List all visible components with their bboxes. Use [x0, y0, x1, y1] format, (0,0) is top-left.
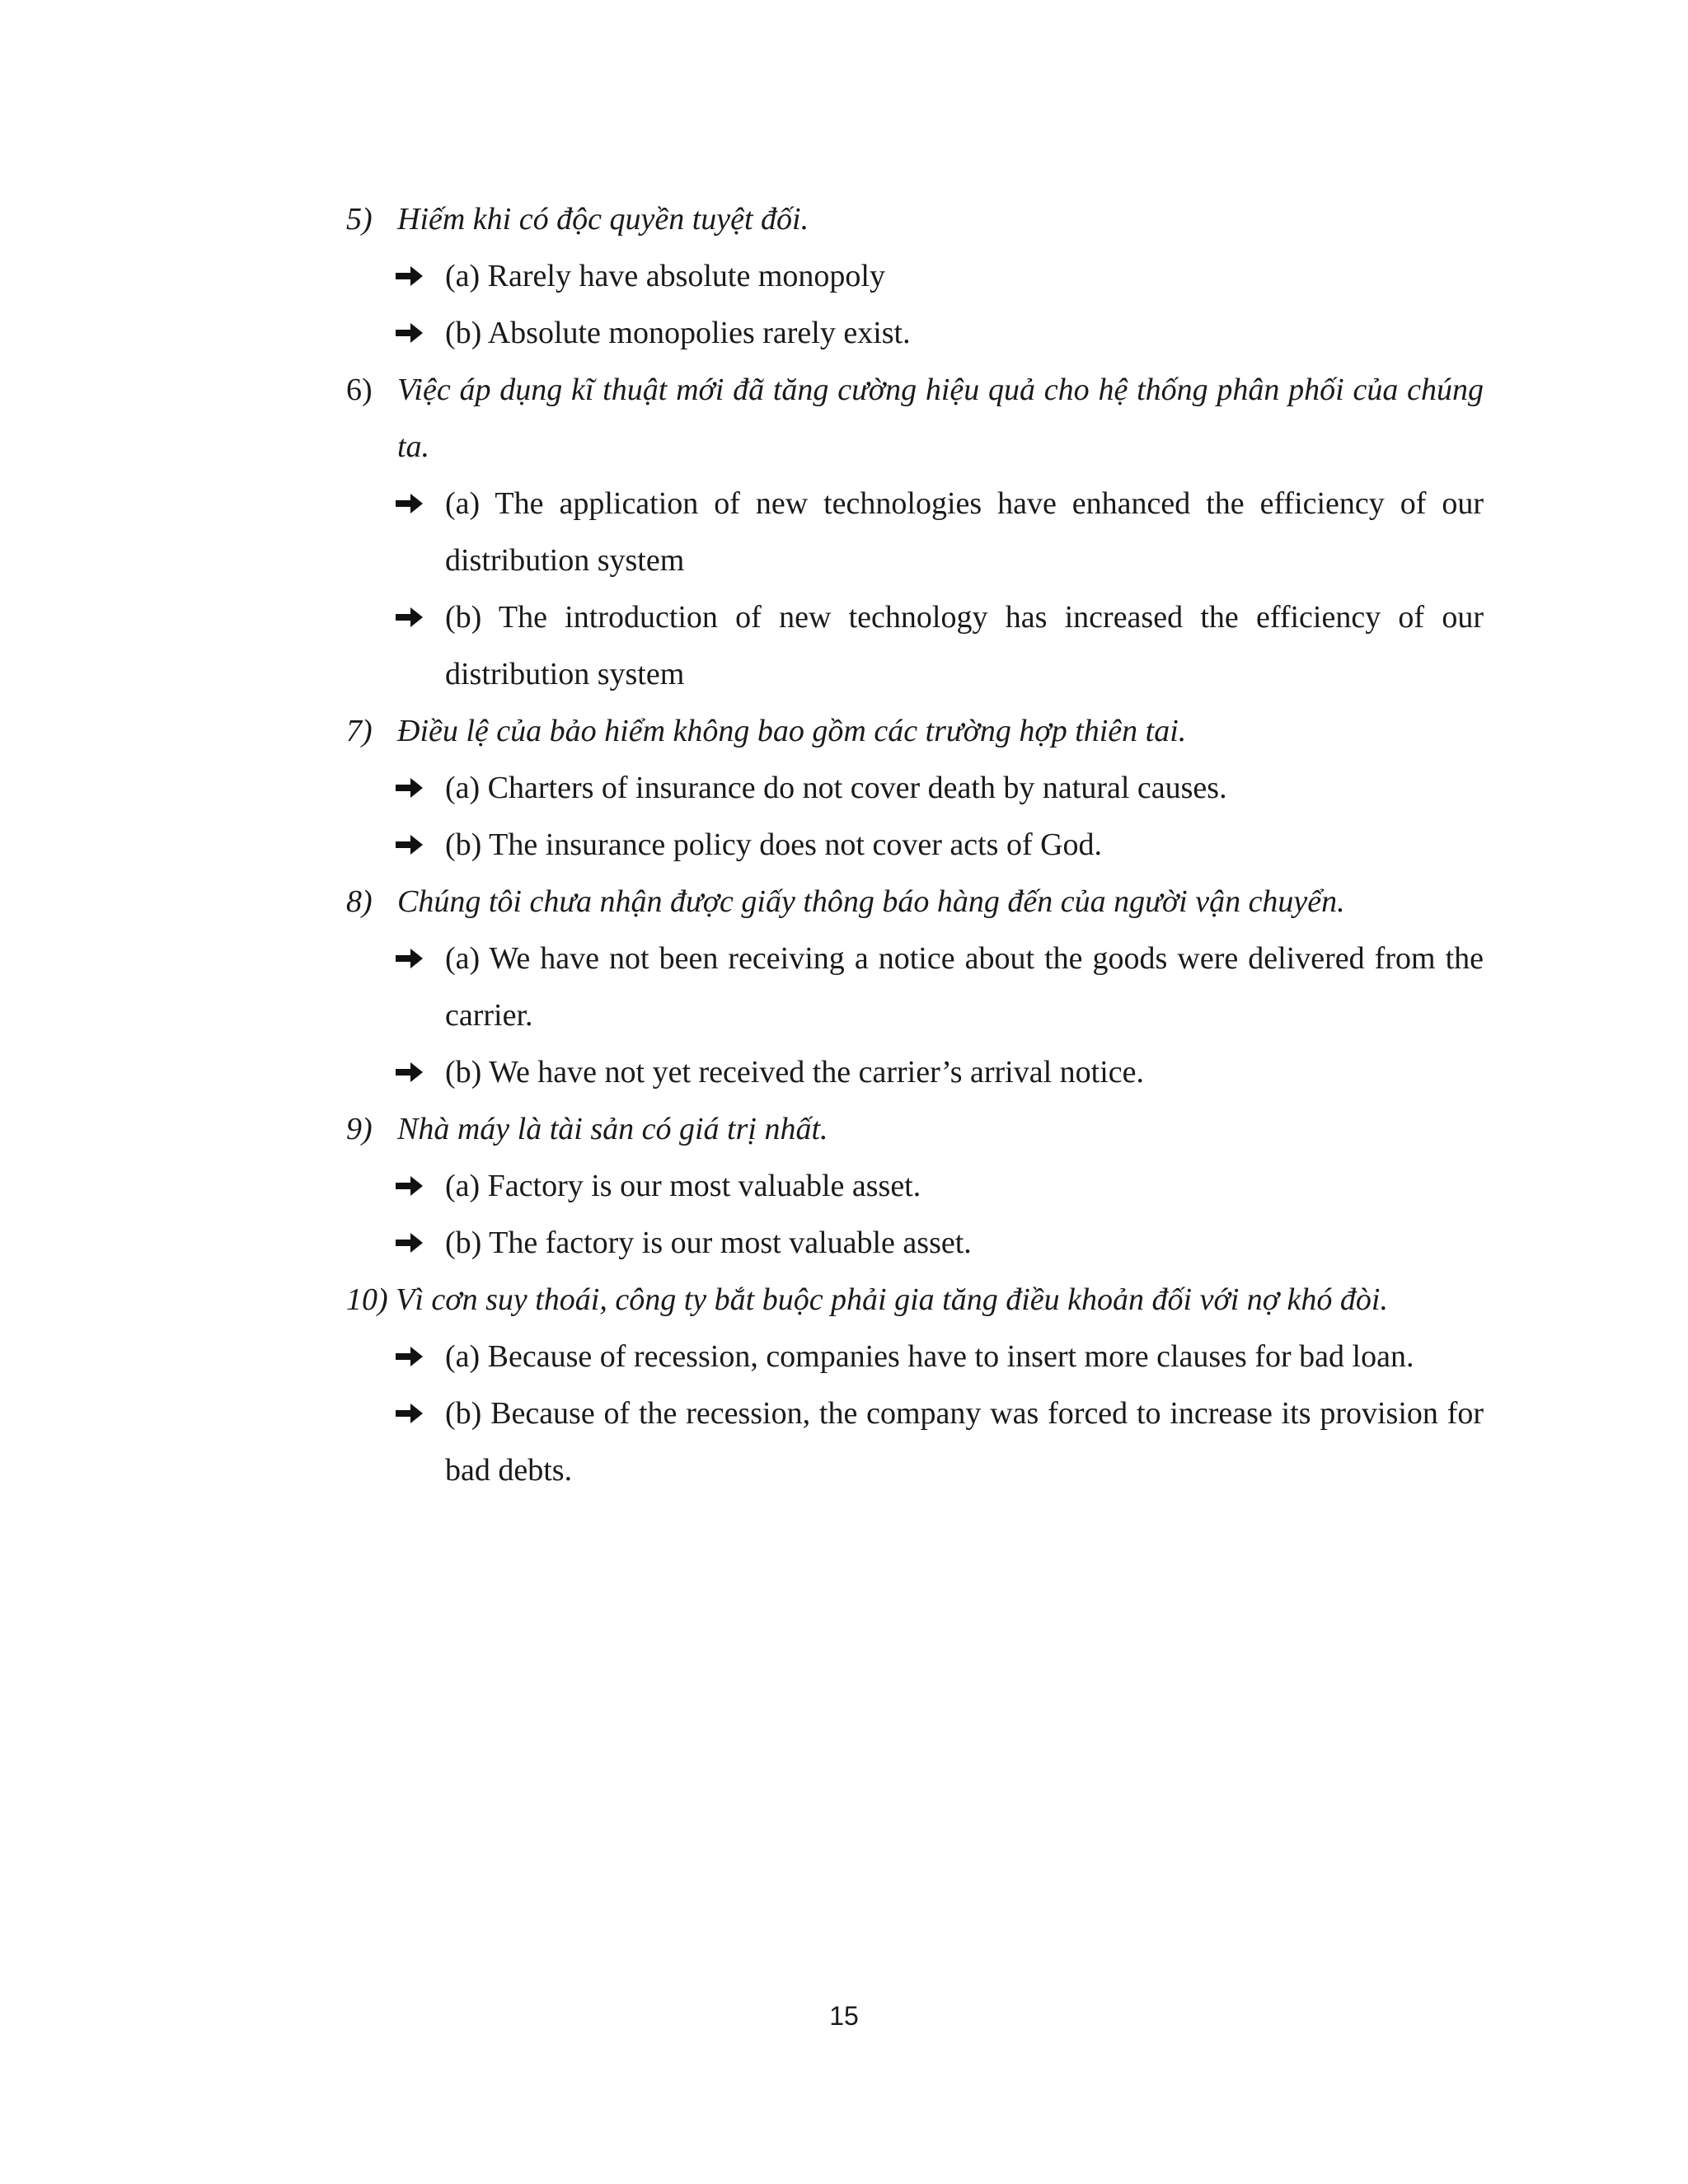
question-number: 7) — [346, 714, 373, 748]
answer-5a — [346, 248, 1484, 305]
answer-text: (b) Absolute monopolies rarely exist. — [445, 316, 911, 350]
right-arrow-icon — [396, 817, 432, 874]
question-8 — [346, 874, 1484, 930]
answer-text: (b) The insurance policy does not cover acts of God. — [445, 827, 1103, 862]
answer-8b — [346, 1044, 1484, 1101]
answer-9a — [346, 1158, 1484, 1215]
right-arrow-icon — [396, 1158, 432, 1215]
right-arrow-icon — [396, 1385, 432, 1442]
question-9 — [346, 1101, 1484, 1158]
right-arrow-icon — [396, 589, 432, 646]
right-arrow-icon — [396, 760, 432, 817]
answer-8a — [346, 930, 1484, 1044]
question-10 — [346, 1272, 1484, 1329]
question-text: Việc áp dụng kĩ thuật mới đã tăng cường hiệu quả cho hệ thống phân phối của chúng ta. — [397, 373, 1484, 464]
page-number: 15 — [829, 2001, 859, 2031]
answer-text: (a) We have not been receiving a notice about the goods were delivered from the carrier. — [445, 941, 1484, 1033]
question-number: 6) — [346, 373, 373, 407]
right-arrow-icon — [396, 305, 432, 362]
answer-text: (a) The application of new technologies have enhanced the efficiency of our distribution system — [445, 486, 1484, 578]
question-text: Vì cơn suy thoái, công ty bắt buộc phải gia tăng điều khoản đối với nợ khó đòi. — [396, 1282, 1388, 1317]
question-text: Hiếm khi có độc quyền tuyệt đối. — [397, 202, 809, 237]
question-5 — [346, 191, 1484, 248]
question-text: Điều lệ của bảo hiểm không bao gồm các trường hợp thiên tai. — [397, 714, 1187, 748]
question-6 — [346, 362, 1484, 476]
answer-6a — [346, 476, 1484, 589]
question-number: 10) — [346, 1282, 388, 1317]
right-arrow-icon — [396, 1044, 432, 1101]
answer-10a — [346, 1329, 1484, 1385]
answer-text: (b) We have not yet received the carrier’s arrival notice. — [445, 1055, 1145, 1090]
answer-text: (a) Because of recession, companies have to insert more clauses for bad loan. — [445, 1339, 1414, 1374]
question-7 — [346, 703, 1484, 760]
right-arrow-icon — [396, 1329, 432, 1385]
answer-text: (a) Charters of insurance do not cover death by natural causes. — [445, 771, 1227, 805]
question-number: 5) — [346, 202, 373, 237]
right-arrow-icon — [396, 476, 432, 532]
answer-5b — [346, 305, 1484, 362]
question-number: 9) — [346, 1112, 373, 1146]
answer-text: (a) Factory is our most valuable asset. — [445, 1169, 921, 1203]
exercise-list — [346, 191, 1484, 1499]
answer-text: (a) Rarely have absolute monopoly — [445, 259, 885, 293]
right-arrow-icon — [396, 1215, 432, 1272]
answer-6b — [346, 589, 1484, 703]
answer-7a — [346, 760, 1484, 817]
answer-9b — [346, 1215, 1484, 1272]
right-arrow-icon — [396, 248, 432, 305]
question-text: Nhà máy là tài sản có giá trị nhất. — [397, 1112, 828, 1146]
question-text: Chúng tôi chưa nhận được giấy thông báo hàng đến của người vận chuyển. — [397, 884, 1345, 919]
answer-7b — [346, 817, 1484, 874]
question-number: 8) — [346, 884, 373, 919]
answer-text: (b) The introduction of new technology has increased the efficiency of our distribution system — [445, 600, 1484, 691]
answer-10b — [346, 1385, 1484, 1499]
answer-text: (b) Because of the recession, the company was forced to increase its provision for bad debts. — [445, 1396, 1484, 1488]
right-arrow-icon — [396, 930, 432, 987]
answer-text: (b) The factory is our most valuable asset. — [445, 1226, 972, 1260]
